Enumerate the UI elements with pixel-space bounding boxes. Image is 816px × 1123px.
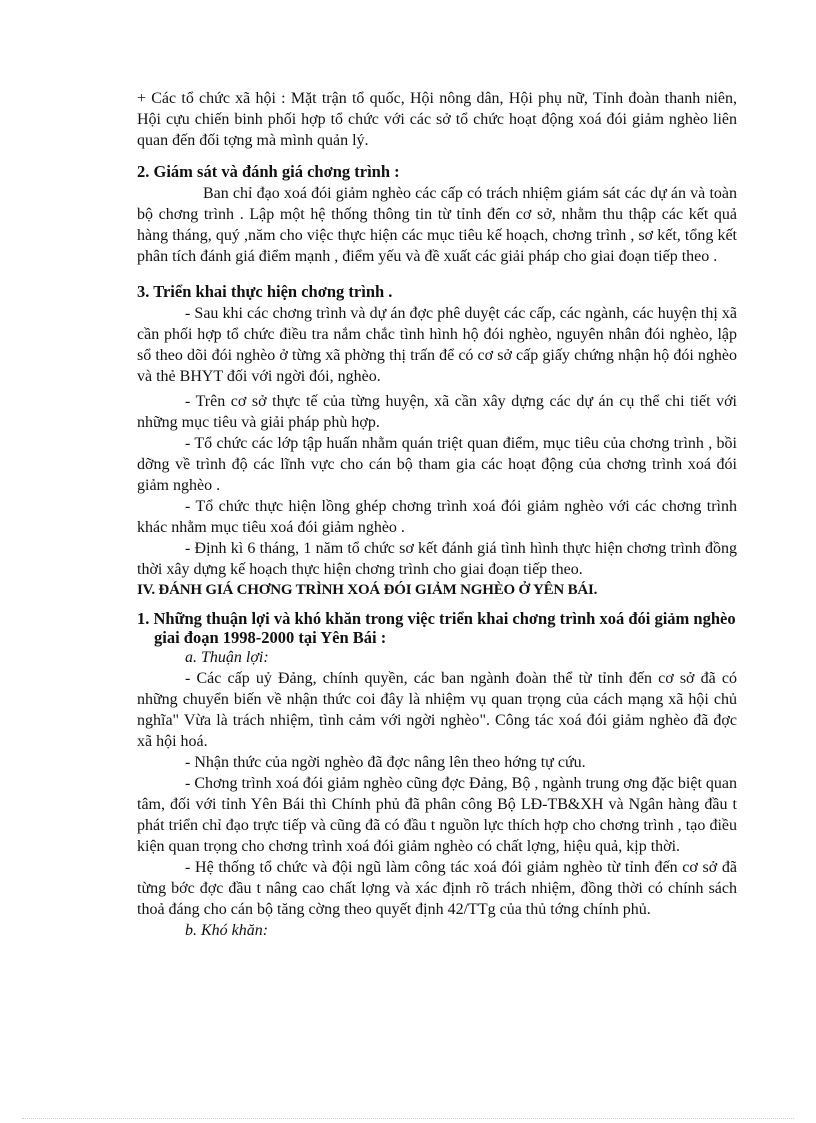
paragraph-implementation-4: - Tổ chức thực hiện lồng ghép chơng trình xoá đói giảm nghèo với các chơng trình khác nhằm mục tiêu xoá đói giảm nghèo . [137,498,737,536]
heading-advantages-difficulties: 1. Những thuận lợi và khó khăn trong việc triển khai chơng trình xoá đói giảm nghèo giai đoạn 1998-2000 tại Yên Bái : [137,609,736,647]
paragraph-advantage-3: - Chơng trình xoá đói giảm nghèo cũng đợc Đảng, Bộ , ngành trung ơng đặc biệt quan tâm, đối với tỉnh Yên Bái thì Chính phủ đã phân công Bộ LĐ-TB&XH và Ngân hàng đầu t phát triển chỉ đạo trực tiếp và cũng đã có đầu t nguồn lực thích hợp cho chơng trình , tạo điều kiện quan trọng cho chơng trình xoá đói giảm nghèo có chất lợng, hiệu quả, kịp thời. [137,775,737,855]
paragraph-implementation-5: - Định kì 6 tháng, 1 năm tổ chức sơ kết đánh giá tình hình thực hiện chơng trình đồng thời xây dựng kế hoạch thực hiện chơng trình cho giai đoạn tiếp theo. [137,540,737,578]
paragraph-advantage-2: - Nhận thức của ngời nghèo đã đợc nâng lên theo hớng tự cứu. [185,754,586,771]
paragraph-advantage-4: - Hệ thống tổ chức và đội ngũ làm công tác xoá đói giảm nghèo từ tỉnh đến cơ sở đã từng bớc đợc đầu t nâng cao chất lợng và xác định rõ trách nhiệm, đồng thời có chính sách thoả đáng cho cán bộ tăng cờng theo quyết định 42/TTg của thủ tớng chính phủ. [137,859,737,918]
paragraph-monitoring: Ban chỉ đạo xoá đói giảm nghèo các cấp có trách nhiệm giám sát các dự án và toàn bộ chơng trình . Lập một hệ thống thông tin từ tỉnh đến cơ sở, nhằm thu thập các kết quả hàng tháng, quý ,năm cho việc thực hiện các mục tiêu kế hoạch, chơng trình , sơ kết, tổng kết phân tích đánh giá điểm mạnh , điểm yếu và đề xuất các giải pháp cho giai đoạn tiếp theo . [137,185,737,265]
heading-section-iv: IV. ĐÁNH GIÁ CHƠNG TRÌNH XOÁ ĐÓI GIẢM NGHÈO Ở YÊN BÁI. [137,582,598,598]
paragraph-implementation-3: - Tổ chức các lớp tập huấn nhằm quán triệt quan điểm, mục tiêu của chơng trình , bồi dỡng về trình độ các lĩnh vực cho cán bộ tham gia các hoạt động của chơng trình xoá đói giảm nghèo . [137,435,737,494]
document-page [137,88,737,941]
subheading-advantages: a. Thuận lợi: [185,649,269,666]
paragraph-advantage-1: - Các cấp uỷ Đảng, chính quyền, các ban ngành đoàn thể từ tỉnh đến cơ sở đã có những chuyển biến về nhận thức coi đây là nhiệm vụ quan trọng của cách mạng xã hội chủ nghĩa" Vừa là trách nhiệm, tình cảm với ngời nghèo". Công tác xoá đói giảm nghèo đã đợc xã hội hoá. [137,670,737,750]
heading-implementation: 3. Triển khai thực hiện chơng trình . [137,282,393,301]
page-bottom-divider [22,1118,794,1119]
paragraph-implementation-2: - Trên cơ sở thực tế của từng huyện, xã cần xây dựng các dự án cụ thể chi tiết với những mục tiêu và giải pháp phù hợp. [137,393,737,431]
paragraph-implementation-1: - Sau khi các chơng trình và dự án đợc phê duyệt các cấp, các ngành, các huyện thị xã cần phối hợp tổ chức điều tra nắm chắc tình hình hộ đói nghèo, nguyên nhân đói nghèo, lập sổ theo dõi đói nghèo ở từng xã phờng thị trấn để có cơ sở cấp giấy chứng nhận hộ đói nghèo và thẻ BHYT đối với ngời đói, nghèo. [137,305,737,385]
subheading-difficulties: b. Khó khăn: [185,922,269,939]
heading-monitoring: 2. Giám sát và đánh giá chơng trình : [137,162,400,181]
paragraph-social-organizations: + Các tổ chức xã hội : Mặt trận tổ quốc, Hội nông dân, Hội phụ nữ, Tỉnh đoàn thanh niên, Hội cựu chiến binh phối hợp tổ chức với các sở tổ chức hoạt động xoá đói giảm nghèo liên quan đến đối tợng mà mình quản lý. [137,90,737,149]
